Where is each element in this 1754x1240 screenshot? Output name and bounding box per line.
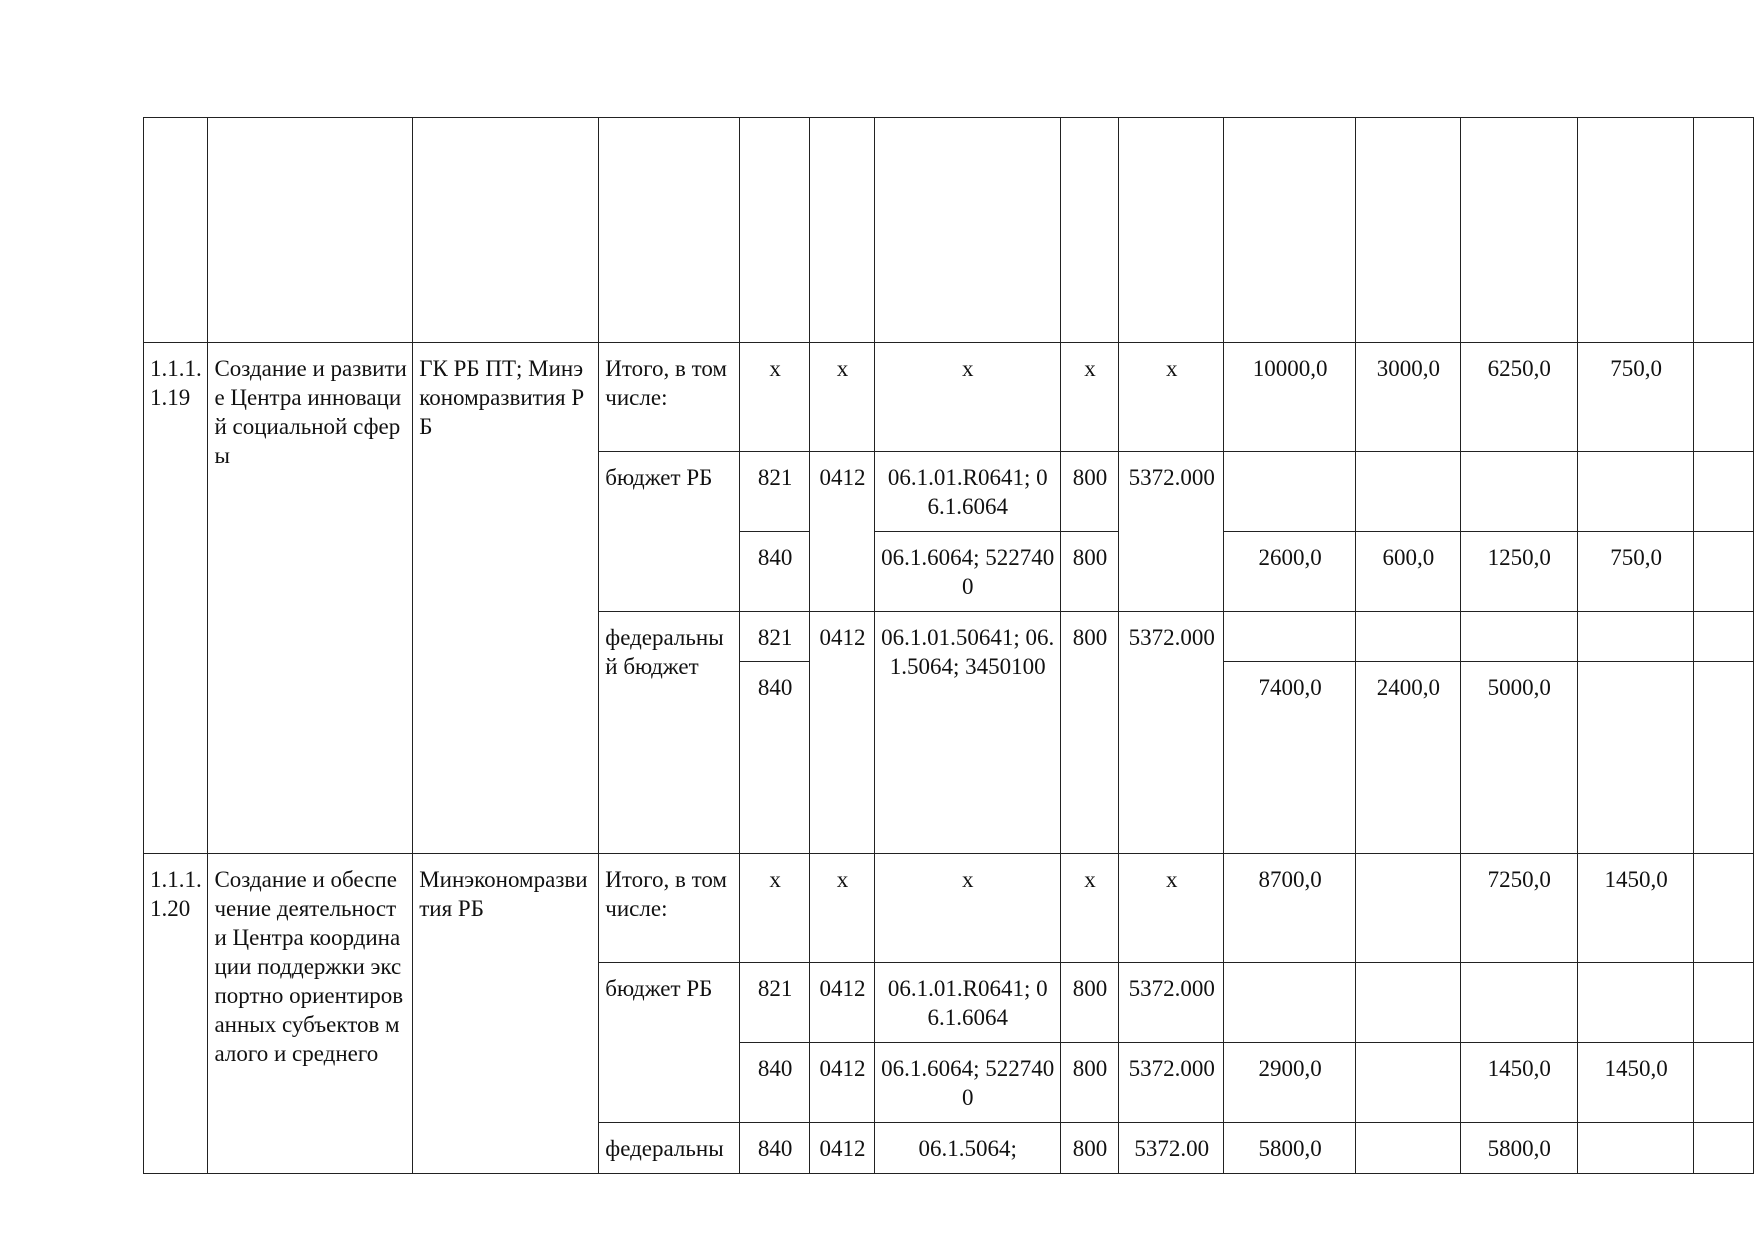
table-cell — [1694, 854, 1754, 963]
csr-cell: 06.1.6064; 5227400 — [874, 532, 1060, 612]
table-cell — [599, 118, 740, 343]
table-cell — [1694, 118, 1754, 343]
source-label: Итого, в том числе: — [599, 343, 740, 452]
value-cell — [1224, 963, 1356, 1043]
kosgu-cell: 5372.000 — [1119, 612, 1224, 854]
csr-cell: 06.1.6064; 5227400 — [874, 1043, 1060, 1123]
table-row-continuation — [144, 118, 1754, 343]
measure-name: Создание и обеспечение деятельности Центра координации поддержки экспортно ориентированных субъектов малого и среднего — [208, 854, 413, 1174]
value-cell: 2900,0 — [1224, 1043, 1356, 1123]
value-cell: 2400,0 — [1355, 662, 1460, 854]
value-cell — [1224, 452, 1356, 532]
value-cell: 3000,0 — [1355, 343, 1460, 452]
value-cell: 1450,0 — [1577, 854, 1694, 963]
table-cell — [739, 118, 809, 343]
rz-cell: 0412 — [810, 452, 874, 612]
value-cell: 1450,0 — [1460, 1043, 1577, 1123]
table-cell — [1460, 118, 1577, 343]
csr-cell: 06.1.01.R0641; 06.1.6064 — [874, 452, 1060, 532]
table-row — [144, 854, 1754, 963]
table-cell — [1694, 662, 1754, 854]
table-cell — [1694, 612, 1754, 662]
executor: ГК РБ ПТ; Минэкономразвития РБ — [413, 343, 599, 854]
value-cell — [1460, 612, 1577, 662]
csr-cell: х — [874, 854, 1060, 963]
csr-cell: 06.1.01.R0641; 06.1.6064 — [874, 963, 1060, 1043]
table-cell — [1355, 118, 1460, 343]
grbs-cell: 821 — [739, 612, 809, 662]
budget-table — [143, 117, 1754, 1174]
value-cell — [1460, 452, 1577, 532]
table-cell — [144, 118, 208, 343]
value-cell: 7250,0 — [1460, 854, 1577, 963]
value-cell: 1250,0 — [1460, 532, 1577, 612]
table-cell — [810, 118, 874, 343]
grbs-cell: 840 — [739, 662, 809, 854]
vr-cell: х — [1060, 343, 1119, 452]
value-cell: 7400,0 — [1224, 662, 1356, 854]
row-index: 1.1.1.1.19 — [144, 343, 208, 854]
value-cell — [1355, 1123, 1460, 1174]
value-cell: 6250,0 — [1460, 343, 1577, 452]
vr-cell: 800 — [1060, 612, 1119, 854]
kosgu-cell: 5372.000 — [1119, 452, 1224, 612]
grbs-cell: 821 — [739, 963, 809, 1043]
csr-cell: 06.1.5064; — [874, 1123, 1060, 1174]
value-cell — [1460, 963, 1577, 1043]
vr-cell: 800 — [1060, 963, 1119, 1043]
rz-cell: х — [810, 854, 874, 963]
value-cell — [1355, 854, 1460, 963]
kosgu-cell: 5372.000 — [1119, 963, 1224, 1043]
vr-cell: 800 — [1060, 532, 1119, 612]
value-cell — [1577, 452, 1694, 532]
source-label: федеральны — [599, 1123, 740, 1174]
source-label: Итого, в том числе: — [599, 854, 740, 963]
value-cell: 5000,0 — [1460, 662, 1577, 854]
grbs-cell: х — [739, 854, 809, 963]
grbs-cell: 840 — [739, 1123, 809, 1174]
kosgu-cell: х — [1119, 854, 1224, 963]
executor: Минэкономразвития РБ — [413, 854, 599, 1174]
grbs-cell: 840 — [739, 1043, 809, 1123]
csr-cell: 06.1.01.50641; 06.1.5064; 3450100 — [874, 612, 1060, 854]
table-row — [144, 343, 1754, 452]
value-cell: 10000,0 — [1224, 343, 1356, 452]
value-cell: 750,0 — [1577, 343, 1694, 452]
table-cell — [1060, 118, 1119, 343]
csr-cell: х — [874, 343, 1060, 452]
source-label: бюджет РБ — [599, 452, 740, 612]
value-cell — [1224, 612, 1356, 662]
vr-cell: х — [1060, 854, 1119, 963]
table-cell — [1577, 118, 1694, 343]
value-cell — [1577, 963, 1694, 1043]
table-cell — [1694, 963, 1754, 1043]
table-cell — [1224, 118, 1356, 343]
table-cell — [208, 118, 413, 343]
value-cell — [1577, 1123, 1694, 1174]
value-cell — [1355, 1043, 1460, 1123]
vr-cell: 800 — [1060, 1043, 1119, 1123]
table-cell — [413, 118, 599, 343]
vr-cell: 800 — [1060, 452, 1119, 532]
rz-cell: х — [810, 343, 874, 452]
value-cell: 5800,0 — [1224, 1123, 1356, 1174]
rz-cell: 0412 — [810, 963, 874, 1043]
rz-cell: 0412 — [810, 1043, 874, 1123]
value-cell — [1577, 662, 1694, 854]
rz-cell: 0412 — [810, 1123, 874, 1174]
grbs-cell: 840 — [739, 532, 809, 612]
value-cell: 5800,0 — [1460, 1123, 1577, 1174]
table-cell — [1694, 343, 1754, 452]
value-cell: 1450,0 — [1577, 1043, 1694, 1123]
value-cell — [1355, 963, 1460, 1043]
kosgu-cell: 5372.000 — [1119, 1043, 1224, 1123]
table-cell — [874, 118, 1060, 343]
value-cell — [1577, 612, 1694, 662]
vr-cell: 800 — [1060, 1123, 1119, 1174]
grbs-cell: 821 — [739, 452, 809, 532]
value-cell — [1355, 612, 1460, 662]
row-index: 1.1.1.1.20 — [144, 854, 208, 1174]
source-label: федеральный бюджет — [599, 612, 740, 854]
table-cell — [1694, 452, 1754, 532]
value-cell: 600,0 — [1355, 532, 1460, 612]
measure-name: Создание и развитие Центра инноваций социальной сферы — [208, 343, 413, 854]
table-cell — [1119, 118, 1224, 343]
value-cell: 8700,0 — [1224, 854, 1356, 963]
table-cell — [1694, 1043, 1754, 1123]
grbs-cell: х — [739, 343, 809, 452]
value-cell — [1355, 452, 1460, 532]
value-cell: 750,0 — [1577, 532, 1694, 612]
value-cell: 2600,0 — [1224, 532, 1356, 612]
source-label: бюджет РБ — [599, 963, 740, 1123]
table-cell — [1694, 1123, 1754, 1174]
kosgu-cell: 5372.00 — [1119, 1123, 1224, 1174]
table-cell — [1694, 532, 1754, 612]
kosgu-cell: х — [1119, 343, 1224, 452]
rz-cell: 0412 — [810, 612, 874, 854]
